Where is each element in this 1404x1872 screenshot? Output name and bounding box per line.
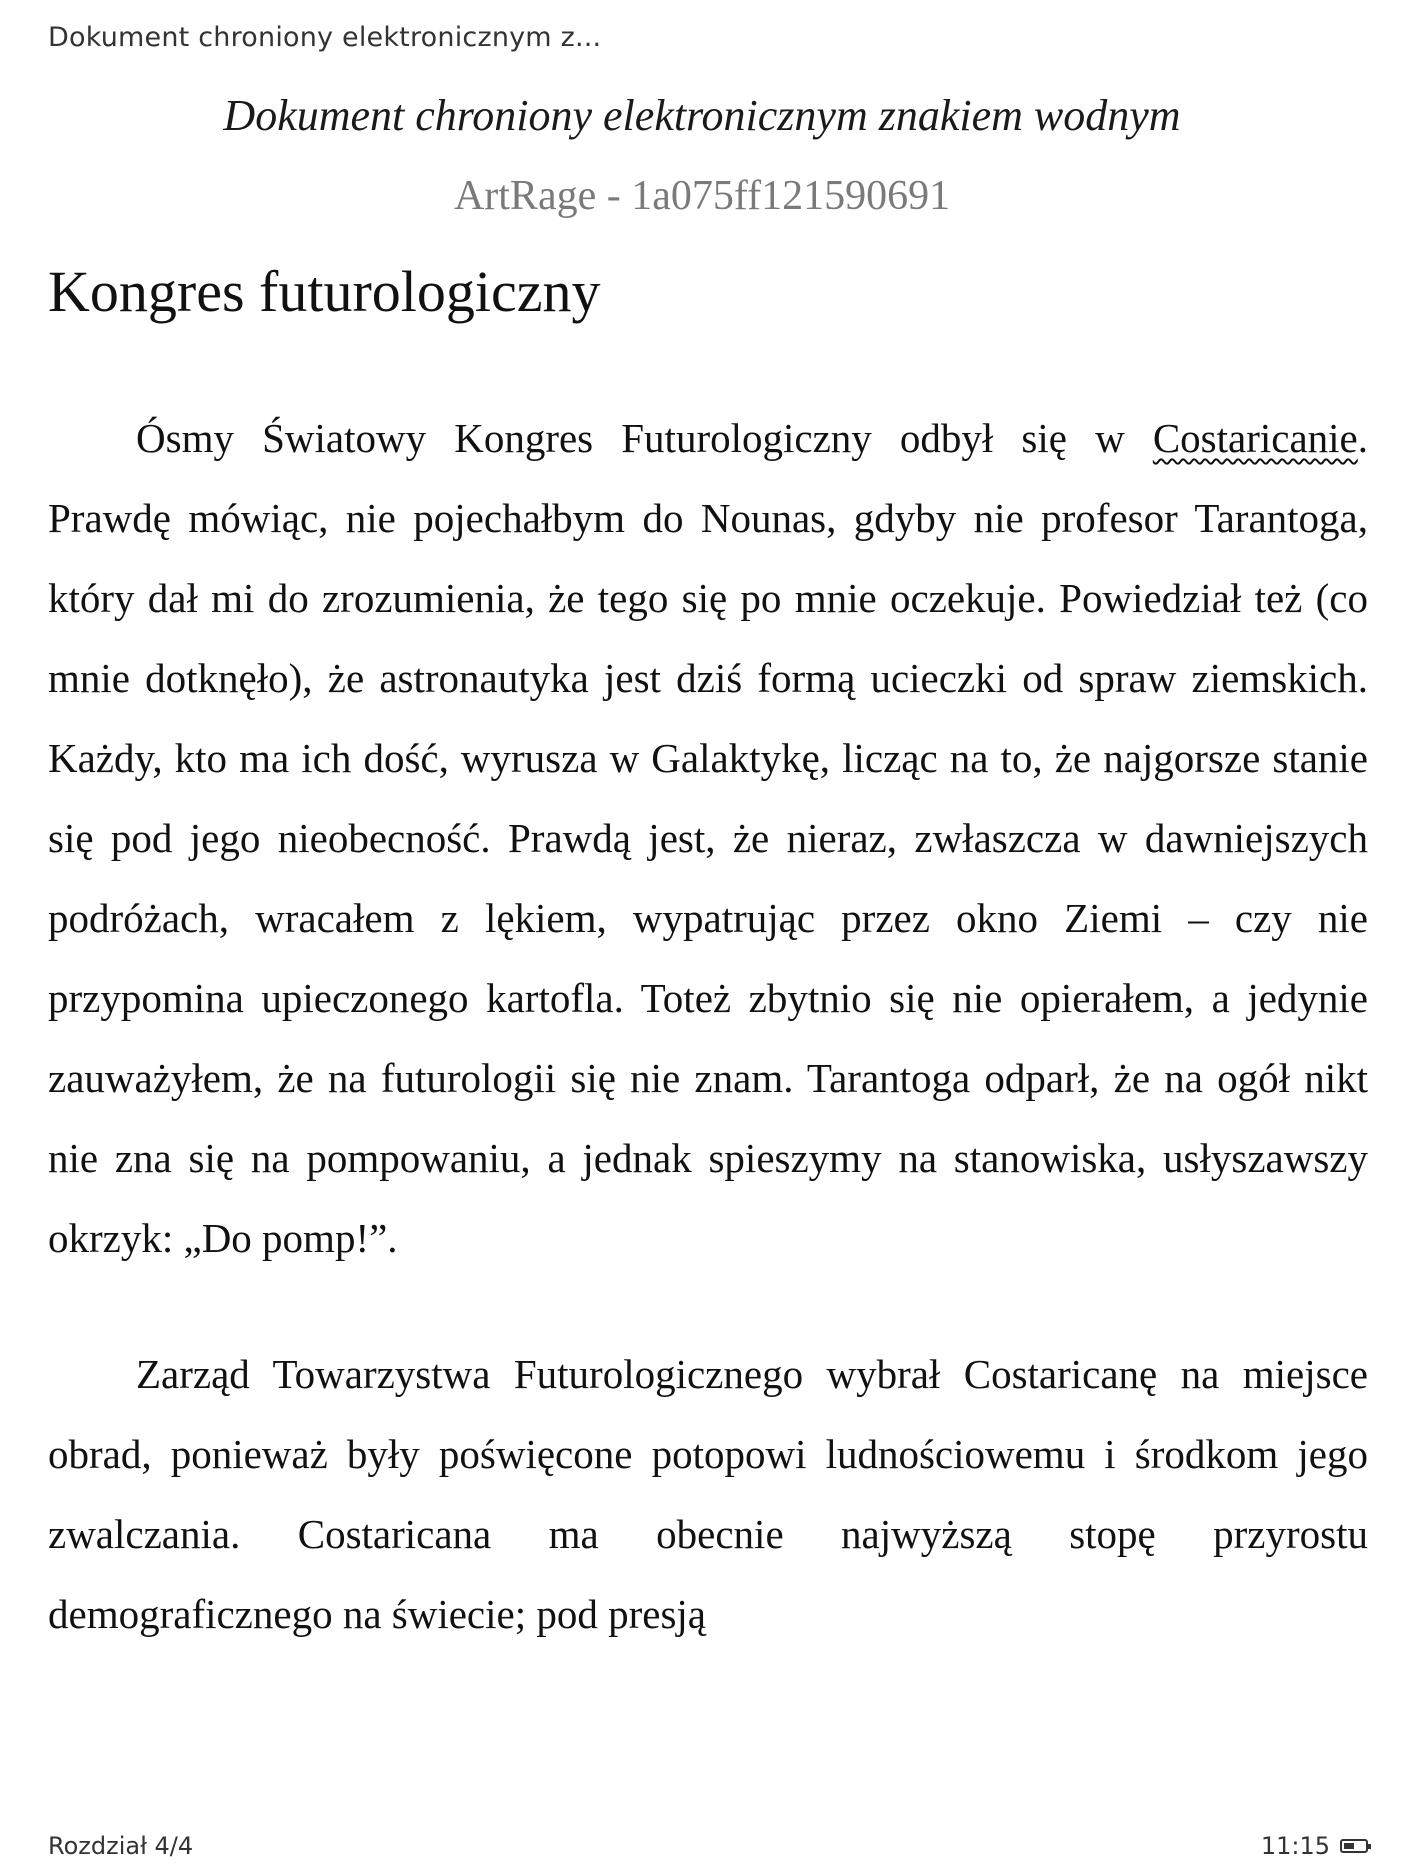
chapter-title: Kongres futurologiczny <box>48 259 601 324</box>
paragraph-1-rest: . Prawdę mówiąc, nie pojechałbym do Nounas, gdyby nie profesor Tarantoga, który dał mi do zrozumienia, że tego się po mnie oczekuje. Powiedział też (co mnie dotknęło), że astronautyka jest dziś formą ucieczki od spraw ziemskich. Każdy, kto ma ich dość, wyrusza w Galaktykę, licząc na to, że najgorsze stanie się pod jego nieobecność. Prawdą jest, że nieraz, zwłaszcza w dawniejszych podróżach, wracałem z lękiem, wypatrując przez okno Ziemi – czy nie przypomina upieczonego kartofla. Toteż zbytnio się nie opierałem, a jedynie zauważyłem, że na futurologii się nie znam. Tarantoga odparł, że na ogół nikt nie zna się na pompowaniu, a jednak spieszymy na stanowiska, usłyszawszy okrzyk: „Do pomp!”. <box>48 415 1368 1261</box>
paragraph-1-start: Ósmy Światowy Kongres Futurologiczny odbył się w <box>136 415 1153 461</box>
chapter-progress: Rozdział 4/4 <box>48 1832 194 1860</box>
paragraph-1 <box>48 398 1368 1278</box>
document-title: Dokument chroniony elektronicznym z... <box>48 22 602 53</box>
battery-fill <box>1344 1843 1354 1849</box>
book-text[interactable] <box>48 398 1368 1654</box>
watermark-id: ArtRage - 1a075ff121590691 <box>453 173 951 219</box>
status-bar <box>48 1832 1368 1862</box>
clock: 11:15 <box>1260 1832 1330 1860</box>
battery-icon <box>1340 1839 1368 1853</box>
paragraph-2: Zarząd Towarzystwa Futurologicznego wybrał Costaricanę na miejsce obrad, ponieważ były poświęcone potopowi ludnościowemu i środkom jego zwalczania. Costaricana ma obecnie najwyższą stopę przyrostu demograficznego na świecie; pod presją <box>48 1351 1368 1637</box>
watermark-title: Dokument chroniony elektronicznym znakiem wodnym <box>223 91 1181 140</box>
highlighted-word[interactable]: Costaricanie <box>1152 415 1358 461</box>
clock-battery <box>1261 1832 1368 1860</box>
